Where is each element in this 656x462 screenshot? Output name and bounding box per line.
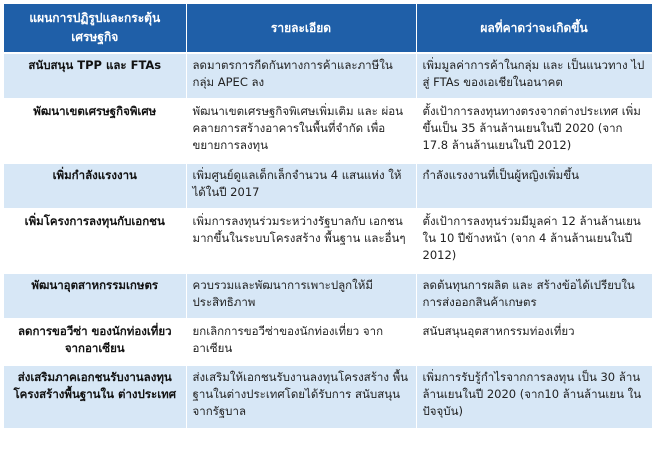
row-expected: สนับสนุนอุตสาหกรรมท่องเที่ยว (416, 319, 652, 365)
table-row (4, 99, 652, 163)
table-row (4, 209, 652, 273)
row-detail: ลดมาตรการกีดกันทางการค้าและภาษีใน กลุ่ม APEC ลง (186, 53, 416, 99)
row-measure: ส่งเสริมภาคเอกชนรับงานลงทุน โครงสร้างพื้นฐานใน ต่างประเทศ (4, 365, 186, 428)
row-measure: สนับสนุน TPP และ FTAs (4, 53, 186, 99)
table-row (4, 273, 652, 319)
table-row (4, 319, 652, 365)
header-detail: รายละเอียด (186, 4, 416, 53)
row-measure: เพิ่มกำลังแรงงาน (4, 163, 186, 209)
row-detail: เพิ่มการลงทุนร่วมระหว่างรัฐบาลกับ เอกชนมากขึ้นในระบบโครงสร้าง พื้นฐาน และอื่นๆ (186, 209, 416, 273)
row-detail: ควบรวมและพัฒนาการเพาะปลูกให้มี ประสิทธิภาพ (186, 273, 416, 319)
row-measure: ลดการขอวีซ่า ของนักท่องเที่ยว จากอาเซียน (4, 319, 186, 365)
table-row (4, 365, 652, 428)
row-expected: ตั้งเป้าการลงทุนร่วมมีมูลค่า 12 ล้านล้านเยน ใน 10 ปีข้างหน้า (จาก 4 ล้านล้านเยนในปี 2012) (416, 209, 652, 273)
row-expected: ลดต้นทุนการผลิต และ สร้างข้อได้เปรียบใน การส่งออกสินค้าเกษตร (416, 273, 652, 319)
header-expected: ผลที่คาดว่าจะเกิดขึ้น (416, 4, 652, 53)
row-expected: ตั้งเป้าการลงทุนทางตรงจากต่างประเทศ เพิ่มขึ้นเป็น 35 ล้านล้านเยนในปี 2020 (จาก 17.8 ล้านล้านเยนในปี 2012) (416, 99, 652, 163)
row-detail: ยกเลิกการขอวีซ่าของนักท่องเที่ยว จากอาเซียน (186, 319, 416, 365)
table-row (4, 163, 652, 209)
table-row (4, 53, 652, 99)
header-measure: แผนการปฏิรูปและกระตุ้นเศรษฐกิจ (4, 4, 186, 53)
row-measure: เพิ่มโครงการลงทุนกับเอกชน (4, 209, 186, 273)
row-detail: ส่งเสริมให้เอกชนรับงานลงทุนโครงสร้าง พื้นฐานในต่างประเทศโดยได้รับการ สนับสนุนจากรัฐบาล (186, 365, 416, 428)
row-measure: พัฒนาอุตสาหกรรมเกษตร (4, 273, 186, 319)
row-measure: พัฒนาเขตเศรษฐกิจพิเศษ (4, 99, 186, 163)
row-expected: กำลังแรงงานที่เป็นผู้หญิงเพิ่มขึ้น (416, 163, 652, 209)
row-detail: เพิ่มศูนย์ดูแลเด็กเล็กจำนวน 4 แสนแห่ง ให้ได้ในปี 2017 (186, 163, 416, 209)
row-expected: เพิ่มการรับรู้กำไรจากการลงทุน เป็น 30 ล้าน ล้านเยนในปี 2020 (จาก10 ล้านล้านเยน ใน ปัจจุบัน) (416, 365, 652, 428)
reform-plan-table (4, 4, 653, 428)
table-header-row (4, 4, 652, 53)
row-expected: เพิ่มมูลค่าการค้าในกลุ่ม และ เป็นแนวทาง ไปสู่ FTAs ของเอเชียในอนาคต (416, 53, 652, 99)
row-detail: พัฒนาเขตเศรษฐกิจพิเศษเพิ่มเติม และ ผ่อนคลายการสร้างอาคารในพื้นที่จำกัด เพื่อขยายการลงทุน (186, 99, 416, 163)
